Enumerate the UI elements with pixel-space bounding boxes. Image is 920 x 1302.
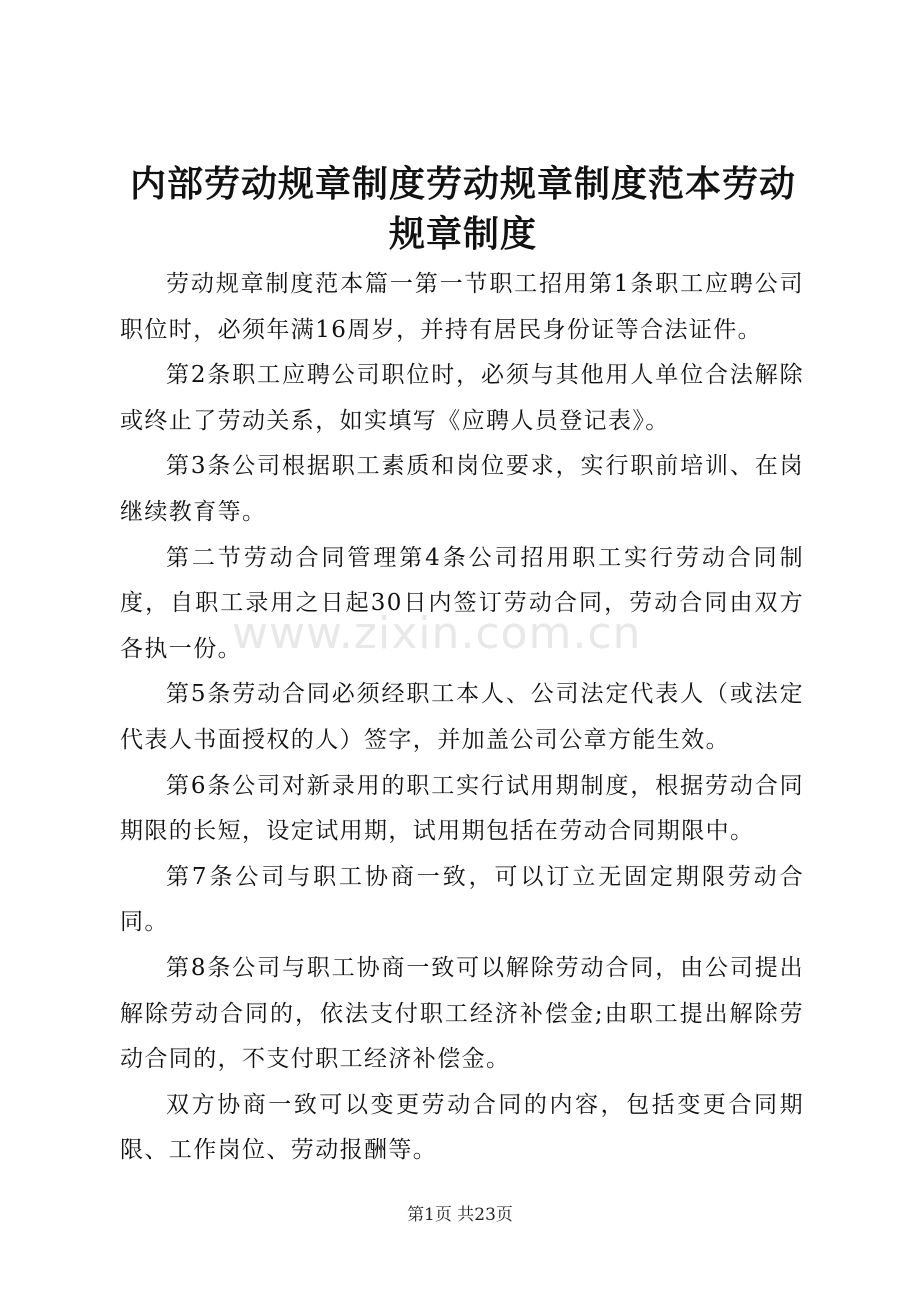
paragraph: 第6条公司对新录用的职工实行试用期制度，根据劳动合同期限的长短，设定试用期，试用期包括在劳动合同期限中。 [120,772,804,845]
paragraph: 第5条劳动合同必须经职工本人、公司法定代表人（或法定代表人书面授权的人）签字，并加盖公司公章方能生效。 [120,681,804,753]
paragraph: 劳动规章制度范本篇一第一节职工招用第1条职工应聘公司职位时，必须年满16周岁，并持有居民身份证等合法证件。 [120,271,804,343]
page-number-footer: 第1页 共23页 [407,1205,513,1225]
paragraph: 第2条职工应聘公司职位时，必须与其他用人单位合法解除或终止了劳动关系，如实填写《应聘人员登记表》。 [120,362,804,434]
paragraph: 第7条公司与职工协商一致，可以订立无固定期限劳动合同。 [120,863,804,936]
document-body [120,262,804,1174]
paragraph: 第二节劳动合同管理第4条公司招用职工实行劳动合同制度，自职工录用之日起30日内签订劳动合同，劳动合同由双方各执一份。 [120,544,804,662]
paragraph: 第3条公司根据职工素质和岗位要求，实行职前培训、在岗继续教育等。 [120,453,804,525]
paragraph: 双方协商一致可以变更劳动合同的内容，包括变更合同期限、工作岗位、劳动报酬等。 [120,1091,804,1164]
paragraph: 第8条公司与职工协商一致可以解除劳动合同，由公司提出解除劳动合同的，依法支付职工经济补偿金;由职工提出解除劳动合同的，不支付职工经济补偿金。 [120,954,804,1073]
watermark: www.zixin.com.cn [232,608,642,659]
document-title: 内部劳动规章制度劳动规章制度范本劳动规章制度 [129,164,796,255]
